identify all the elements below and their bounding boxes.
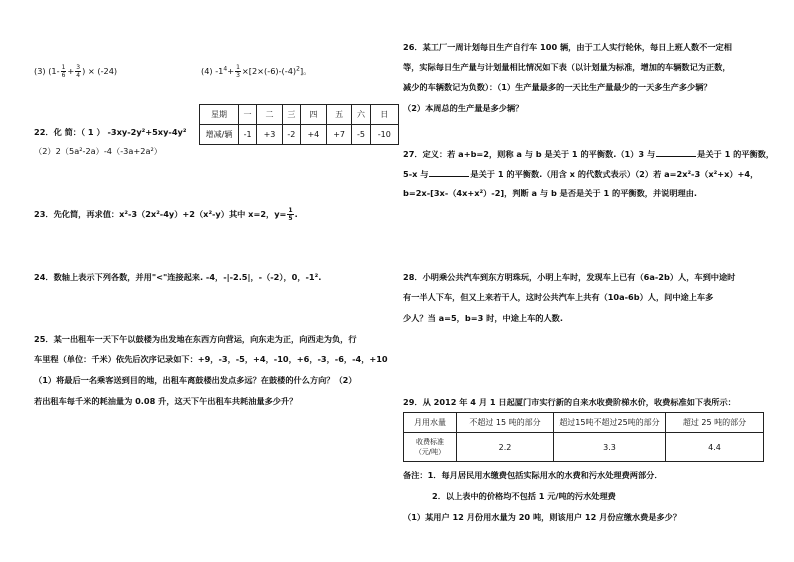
table-cell: 六 <box>352 105 370 125</box>
question-28-line1: 28．小明乘公共汽车到东方明珠玩，小明上车时，发现车上已有（6a-2b）人，车到中途时 <box>403 272 736 282</box>
question-25-line3: （1）将最后一名乘客送到目的地，出租车离鼓楼出发点多远？在鼓楼的什么方向？（2） <box>34 375 357 385</box>
question-22-line2: （2）2（5a²-2a）-4（-3a+2a²） <box>34 146 162 156</box>
fraction: $\frac{1}{6}$ <box>61 64 66 79</box>
table-cell: 日 <box>370 105 398 125</box>
question-29-intro: 29．从 2012 年 4 月 1 日起厦门市实行新的自来水收费阶梯水价，收费标准如下表所示： <box>403 397 736 407</box>
table-cell: 四 <box>300 105 326 125</box>
question-29-part1: （1）某用户 12 月份用水量为 20 吨，则该用户 12 月份应缴水费是多少？ <box>403 512 682 522</box>
table-cell: -2 <box>282 125 300 145</box>
question-26-line4: （2）本周总的生产量是多少辆？ <box>403 103 524 113</box>
question-27-line3: b=2x-[3x-（4x+x²）-2]，判断 a 与 b 是否是关于 1 的平衡数，并说明理由. <box>403 188 697 198</box>
question-27-line2: 5-x 与 是关于 1 的平衡数.（用含 x 的代数式表示）（2）若 a=2x²-3（x²+x）+4， <box>403 169 759 179</box>
question-25-line1: 25．某一出租车一天下午以鼓楼为出发地在东西方向营运，向东走为正，向西走为负，行 <box>34 334 357 344</box>
table-cell: 4.4 <box>666 433 764 462</box>
question-29-note1: 备注：1．每月居民用水缴费包括实际用水的水费和污水处理费两部分． <box>403 470 663 480</box>
table-cell: +7 <box>326 125 352 145</box>
table-cell: 二 <box>257 105 283 125</box>
table-cell: 超过15吨不超过25吨的部分 <box>554 413 666 433</box>
table-cell: -1 <box>239 125 257 145</box>
table-cell: 星期 <box>200 105 239 125</box>
question-3: (3) (1- $\frac{1}{6}$ + $\frac{3}{4}$ ) × (-24) <box>34 64 118 79</box>
table-cell: 3.3 <box>554 433 666 462</box>
table-cell: 2.2 <box>457 433 554 462</box>
table-row <box>404 433 764 462</box>
answer-blank[interactable] <box>656 148 696 157</box>
table-cell: +3 <box>257 125 283 145</box>
table-row <box>200 125 399 145</box>
table-cell: 月用水量 <box>404 413 457 433</box>
table-row <box>404 413 764 433</box>
table-cell: 收费标准 （元/吨） <box>404 433 457 462</box>
question-4: (4) $-1^4+$ $\frac{1}{3}$ $\times[2\times(-6)-(-4)^2]$。 <box>201 64 312 79</box>
question-26-line3: 减少的车辆数记为负数）：（1）生产量最多的一天比生产量最少的一天多生产多少辆？ <box>403 82 712 92</box>
fraction: $\frac{1}{5}$ <box>288 207 293 222</box>
question-28-line2: 有一半人下车，但又上来若干人，这时公共汽车上共有（10a-6b）人，问中途上车多 <box>403 292 714 302</box>
question-23: 23．先化简，再求值：x²-3（2x²-4y）+2（x²-y）其中 x=2，y= $\frac{1}{5}$ . <box>34 207 298 222</box>
table-row <box>200 105 399 125</box>
table-cell: 三 <box>282 105 300 125</box>
table-cell: 超过 25 吨的部分 <box>666 413 764 433</box>
production-change-table <box>199 104 399 145</box>
table-cell: 增减/辆 <box>200 125 239 145</box>
table-cell: -5 <box>352 125 370 145</box>
table-cell: 五 <box>326 105 352 125</box>
water-price-table <box>403 412 764 462</box>
table-cell: 一 <box>239 105 257 125</box>
question-26-line2: 等，实际每日生产量与计划量相比情况如下表（以计划量为标准，增加的车辆数记为正数， <box>403 62 731 72</box>
question-26-line1: 26．某工厂一周计划每日生产自行车 100 辆，由于工人实行轮休，每日上班人数不一定相 <box>403 42 732 52</box>
question-28-line3: 少人？当 a=5，b=3 时，中途上车的人数. <box>403 313 563 323</box>
fraction: $\frac{1}{3}$ <box>236 64 240 79</box>
fraction: $\frac{3}{4}$ <box>76 64 81 79</box>
question-25-line4: 若出租车每千米的耗油量为 0.08 升，这天下午出租车共耗油量多少升？ <box>34 396 298 406</box>
question-22-line1: 22．化 简：（ 1 ） -3xy-2y²+5xy-4y² <box>34 127 187 137</box>
question-29-note2: 2．以上表中的价格均不包括 1 元/吨的污水处理费 <box>432 491 616 501</box>
table-cell: +4 <box>300 125 326 145</box>
answer-blank[interactable] <box>429 168 469 177</box>
table-cell: 不超过 15 吨的部分 <box>457 413 554 433</box>
question-25-line2: 车里程（单位：千米）依先后次序记录如下：+9，-3，-5，+4，-10，+6，-3，-6，-4，+10 <box>34 354 388 364</box>
table-cell: -10 <box>370 125 398 145</box>
question-27-line1: 27．定义：若 a+b=2，则称 a 与 b 是关于 1 的平衡数.（1）3 与 是关于 1 的平衡数， <box>403 149 775 159</box>
question-24: 24．数轴上表示下列各数，并用"<"连接起来. -4，-|-2.5|，-（-2），0，-1². <box>34 272 322 282</box>
